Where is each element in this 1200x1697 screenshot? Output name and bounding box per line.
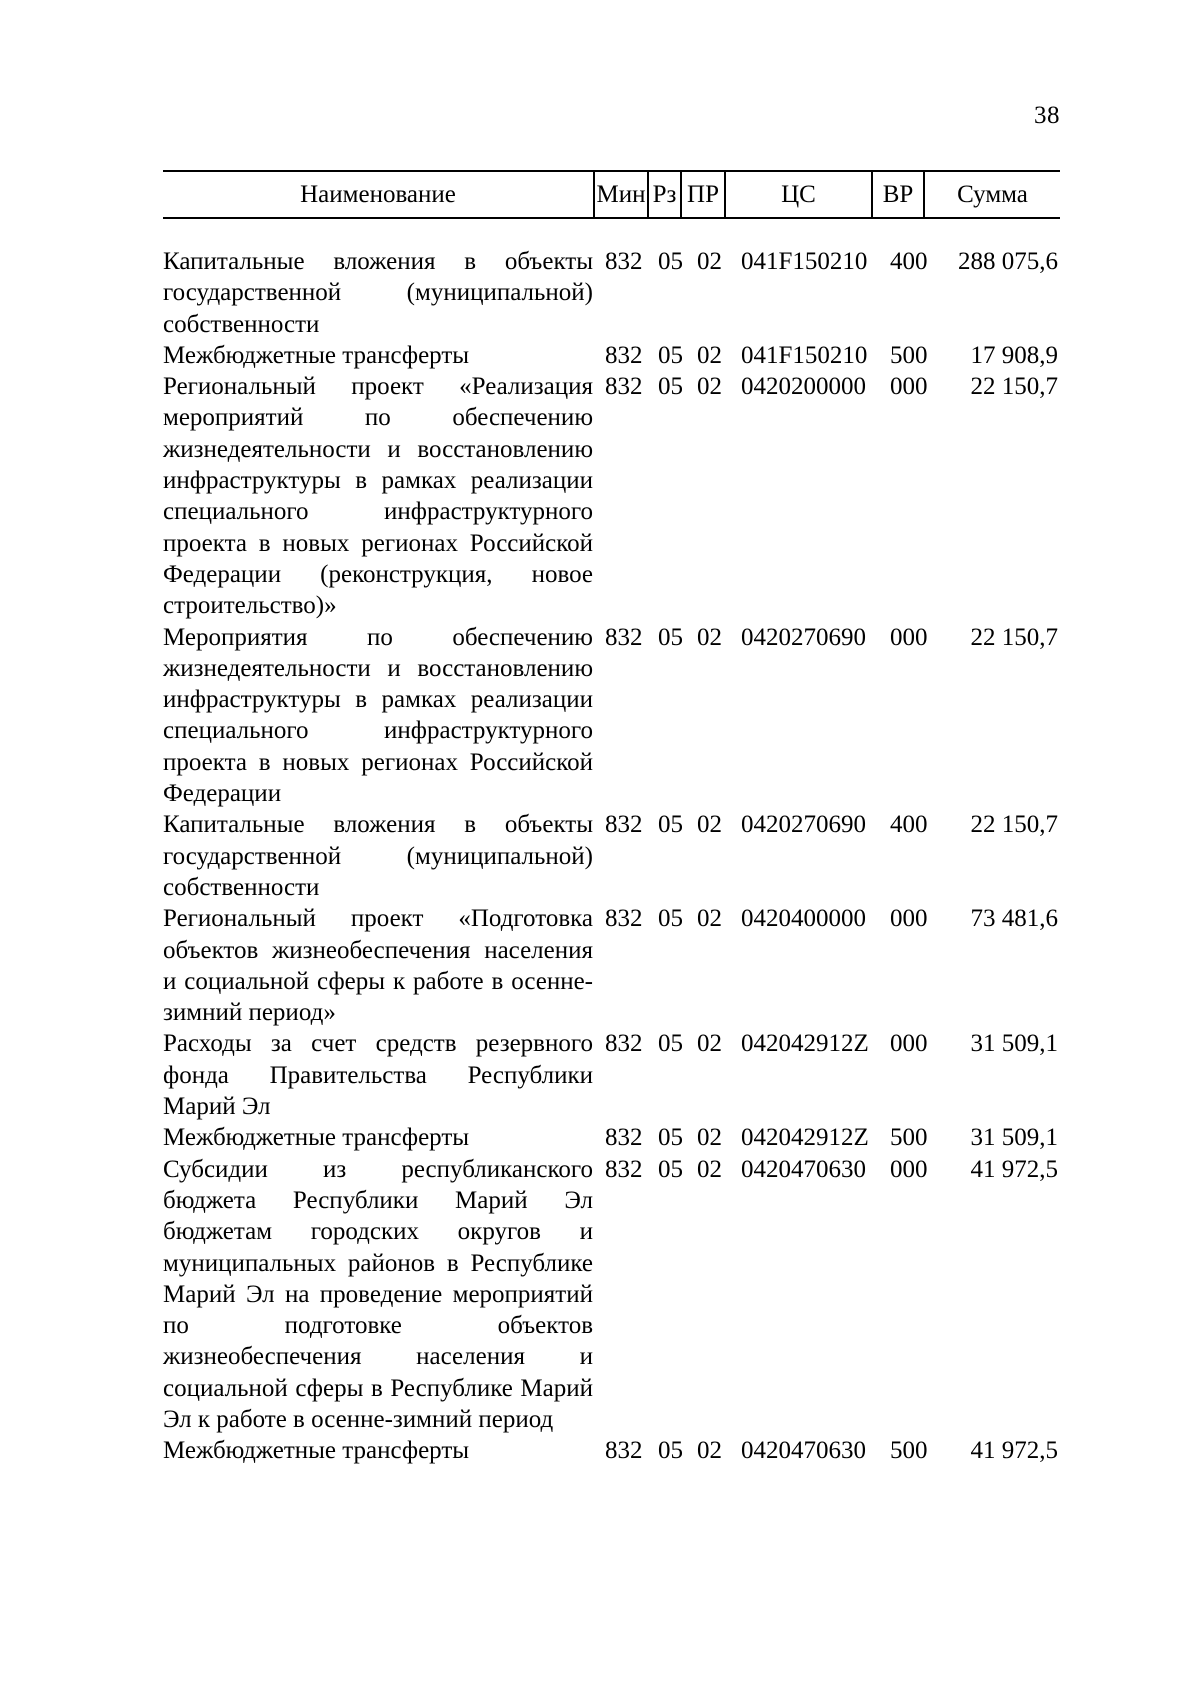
table-row xyxy=(163,1122,1060,1153)
row-pr: 02 xyxy=(697,1155,722,1183)
row-sum: 288 075,6 xyxy=(958,248,1058,275)
row-min: 832 xyxy=(605,248,643,275)
row-pr: 02 xyxy=(697,1030,722,1058)
header-vr: ВР xyxy=(882,181,914,208)
row-sum: 22 150,7 xyxy=(970,811,1058,839)
row-vr: 400 xyxy=(890,248,928,275)
row-vr: 500 xyxy=(890,1437,928,1465)
row-sum: 31 509,1 xyxy=(970,1124,1058,1152)
row-name: Расходы за счет средств резервного фонда Правительства Республики Марий Эл xyxy=(163,1030,593,1121)
row-vr: 500 xyxy=(890,1124,928,1152)
row-vr: 400 xyxy=(890,811,928,839)
row-rz: 05 xyxy=(658,1155,683,1183)
page-number: 38 xyxy=(1034,102,1060,129)
row-rz: 05 xyxy=(658,1030,683,1058)
row-cs: 0420470630 xyxy=(741,1155,866,1183)
row-min: 832 xyxy=(605,905,643,933)
row-name: Межбюджетные трансферты xyxy=(163,1124,470,1152)
row-cs: 0420270690 xyxy=(741,623,866,651)
row-min: 832 xyxy=(605,341,643,369)
row-name: Капитальные вложения в объекты государственной (муниципальной) собственности xyxy=(163,248,593,338)
row-name: Капитальные вложения в объекты государственной (муниципальной) собственности xyxy=(163,811,593,901)
row-pr: 02 xyxy=(697,811,722,839)
row-min: 832 xyxy=(605,373,643,401)
row-vr: 000 xyxy=(890,1030,928,1058)
table-row xyxy=(163,809,1060,903)
table-row xyxy=(163,340,1060,371)
row-cs: 042042912Z xyxy=(741,1030,869,1058)
row-cs: 041F150210 xyxy=(741,341,868,369)
table-row xyxy=(163,1154,1060,1436)
table-row xyxy=(163,246,1060,340)
row-cs: 041F150210 xyxy=(741,248,868,275)
table-row xyxy=(163,1435,1060,1466)
row-min: 832 xyxy=(605,1155,643,1183)
row-cs: 0420400000 xyxy=(741,905,866,933)
row-rz: 05 xyxy=(658,1124,683,1152)
row-rz: 05 xyxy=(658,623,683,651)
row-sum: 22 150,7 xyxy=(970,623,1058,651)
row-pr: 02 xyxy=(697,623,722,651)
row-rz: 05 xyxy=(658,248,683,275)
row-min: 832 xyxy=(605,811,643,839)
row-name: Мероприятия по обеспечению жизнедеятельности и восстановлению инфраструктуры в рамках реализации специального инфраструктурного проекта в новых регионах Российской Федерации xyxy=(163,623,593,808)
row-cs: 042042912Z xyxy=(741,1124,869,1152)
row-vr: 000 xyxy=(890,1155,928,1183)
row-vr: 500 xyxy=(890,341,928,369)
row-name: Региональный проект «Подготовка объектов жизнеобеспечения населения и социальной сферы к работе в осенне-зимний период» xyxy=(163,905,593,1027)
row-pr: 02 xyxy=(697,373,722,401)
table-row xyxy=(163,1028,1060,1122)
table-row xyxy=(163,903,1060,1028)
header-cs: ЦС xyxy=(781,181,816,208)
row-name: Межбюджетные трансферты xyxy=(163,341,470,369)
row-name: Субсидии из республиканского бюджета Республики Марий Эл бюджетам городских округов и муниципальных районов в Республике Марий Эл на проведение мероприятий по подготовке объектов жизнеобеспечения населения и социальной сферы в Республике Марий Эл к работе в осенне-зимний период xyxy=(163,1155,593,1433)
budget-table xyxy=(163,170,1060,1467)
row-name: Региональный проект «Реализация мероприятий по обеспечению жизнедеятельности и восстановлению инфраструктуры в рамках реализации специального инфраструктурного проекта в новых регионах Российской Федерации (реконструкция, новое строительство)» xyxy=(163,373,593,620)
row-pr: 02 xyxy=(697,341,722,369)
row-min: 832 xyxy=(605,623,643,651)
table-row xyxy=(163,622,1060,810)
row-sum: 73 481,6 xyxy=(970,905,1058,933)
row-sum: 31 509,1 xyxy=(970,1030,1058,1058)
row-sum: 22 150,7 xyxy=(970,373,1058,401)
table-row xyxy=(163,371,1060,621)
row-min: 832 xyxy=(605,1030,643,1058)
row-name: Межбюджетные трансферты xyxy=(163,1437,470,1465)
header-rz: Рз xyxy=(652,181,677,208)
row-cs: 0420470630 xyxy=(741,1437,866,1465)
row-pr: 02 xyxy=(697,1124,722,1152)
row-min: 832 xyxy=(605,1124,643,1152)
row-vr: 000 xyxy=(890,623,928,651)
row-vr: 000 xyxy=(890,373,928,401)
header-pr: ПР xyxy=(687,181,719,208)
row-pr: 02 xyxy=(697,905,722,933)
row-cs: 0420270690 xyxy=(741,811,866,839)
row-rz: 05 xyxy=(658,811,683,839)
header-sum: Сумма xyxy=(957,181,1028,208)
row-vr: 000 xyxy=(890,905,928,933)
row-pr: 02 xyxy=(697,1437,722,1465)
header-name: Наименование xyxy=(300,181,456,208)
header-min: Мин xyxy=(596,181,646,208)
row-sum: 41 972,5 xyxy=(970,1155,1058,1183)
row-pr: 02 xyxy=(697,248,722,275)
row-rz: 05 xyxy=(658,905,683,933)
row-cs: 0420200000 xyxy=(741,373,866,401)
row-min: 832 xyxy=(605,1437,643,1465)
row-sum: 41 972,5 xyxy=(970,1437,1058,1465)
row-rz: 05 xyxy=(658,341,683,369)
table-header xyxy=(163,170,1060,219)
row-rz: 05 xyxy=(658,373,683,401)
row-sum: 17 908,9 xyxy=(970,341,1058,369)
row-rz: 05 xyxy=(658,1437,683,1465)
